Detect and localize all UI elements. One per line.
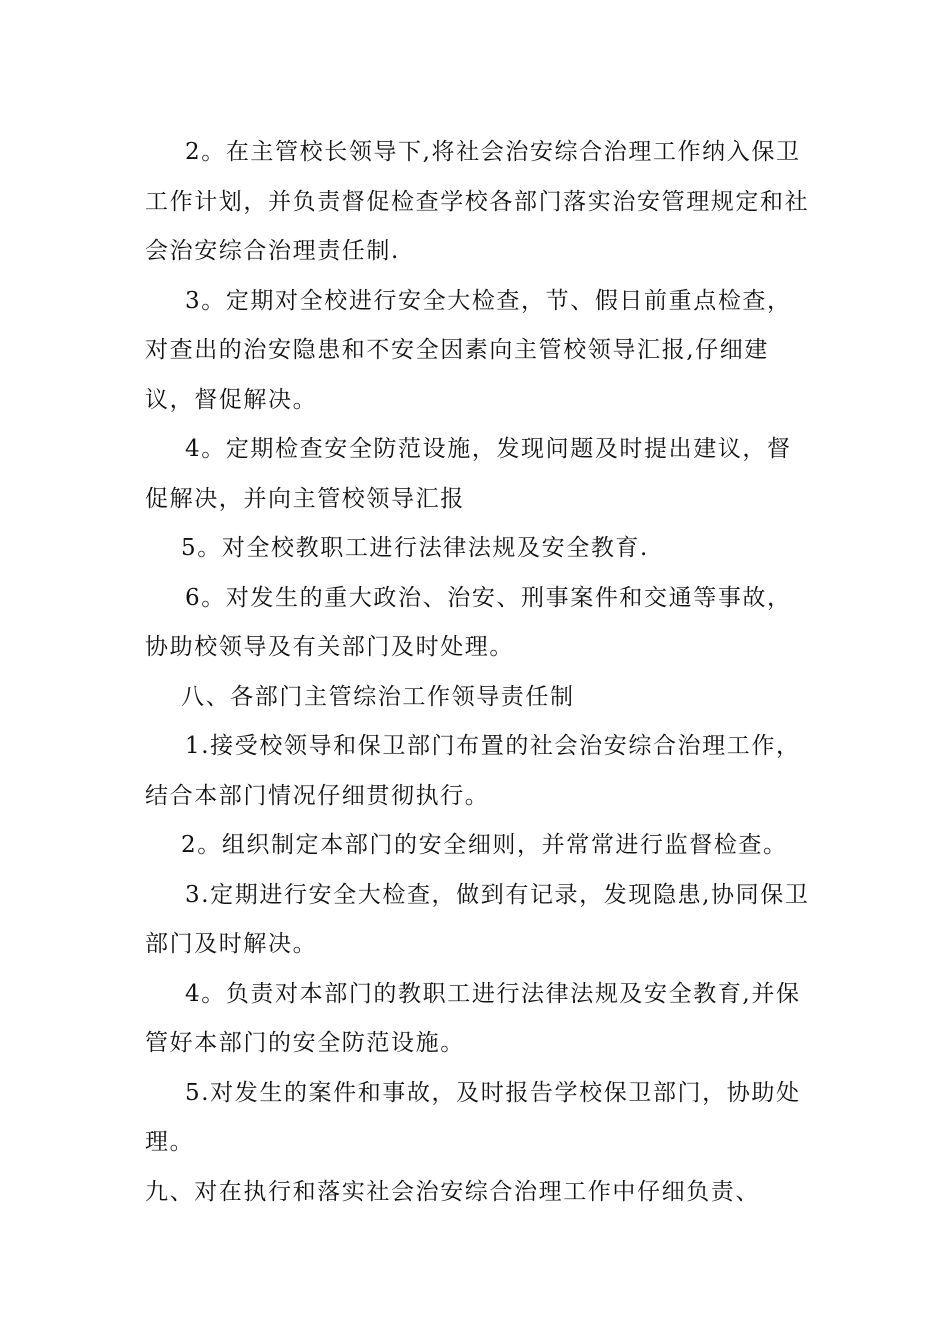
section-heading-9: 九、对在执行和落实社会治安综合治理工作中仔细负责、 xyxy=(145,1178,760,1205)
document-body xyxy=(145,128,810,1217)
paragraph-section8-item-4: 4。负责对本部门的教职工进行法律法规及安全教育,并保管好本部门的安全防范设施。 xyxy=(145,980,801,1056)
paragraph-section8-item-2: 2。组织制定本部门的安全细则，并常常进行监督检查。 xyxy=(181,832,788,858)
paragraph-section8-item-3: 3.定期进行安全大检查，做到有记录，发现隐患,协同保卫部门及时解决。 xyxy=(145,881,810,957)
paragraph-item-4: 4。定期检查安全防范设施，发现问题及时提出建议，督促解决，并向主管校领导汇报 xyxy=(145,436,792,512)
section-heading-8: 八、各部门主管综治工作领导责任制 xyxy=(181,683,575,710)
paragraph-item-2: 2。在主管校长领导下,将社会治安综合治理工作纳入保卫工作计划，并负责督促检查学校各部门落实治安管理规定和社会治安综合治理责任制. xyxy=(145,139,810,264)
paragraph-section8-item-1: 1.接受校领导和保卫部门布置的社会治安综合治理工作，结合本部门情况仔细贯彻执行。 xyxy=(145,733,801,809)
paragraph-item-3: 3。定期对全校进行安全大检查，节、假日前重点检查，对查出的治安隐患和不安全因素向主管校领导汇报,仔细建议，督促解决。 xyxy=(145,287,792,413)
paragraph-item-6: 6。对发生的重大政治、治安、刑事案件和交通等事故，协助校领导及有关部门及时处理。 xyxy=(145,584,792,660)
paragraph-item-5: 5。对全校教职工进行法律法规及安全教育. xyxy=(181,535,649,561)
paragraph-section8-item-5: 5.对发生的案件和事故，及时报告学校保卫部门，协助处理。 xyxy=(145,1079,801,1155)
